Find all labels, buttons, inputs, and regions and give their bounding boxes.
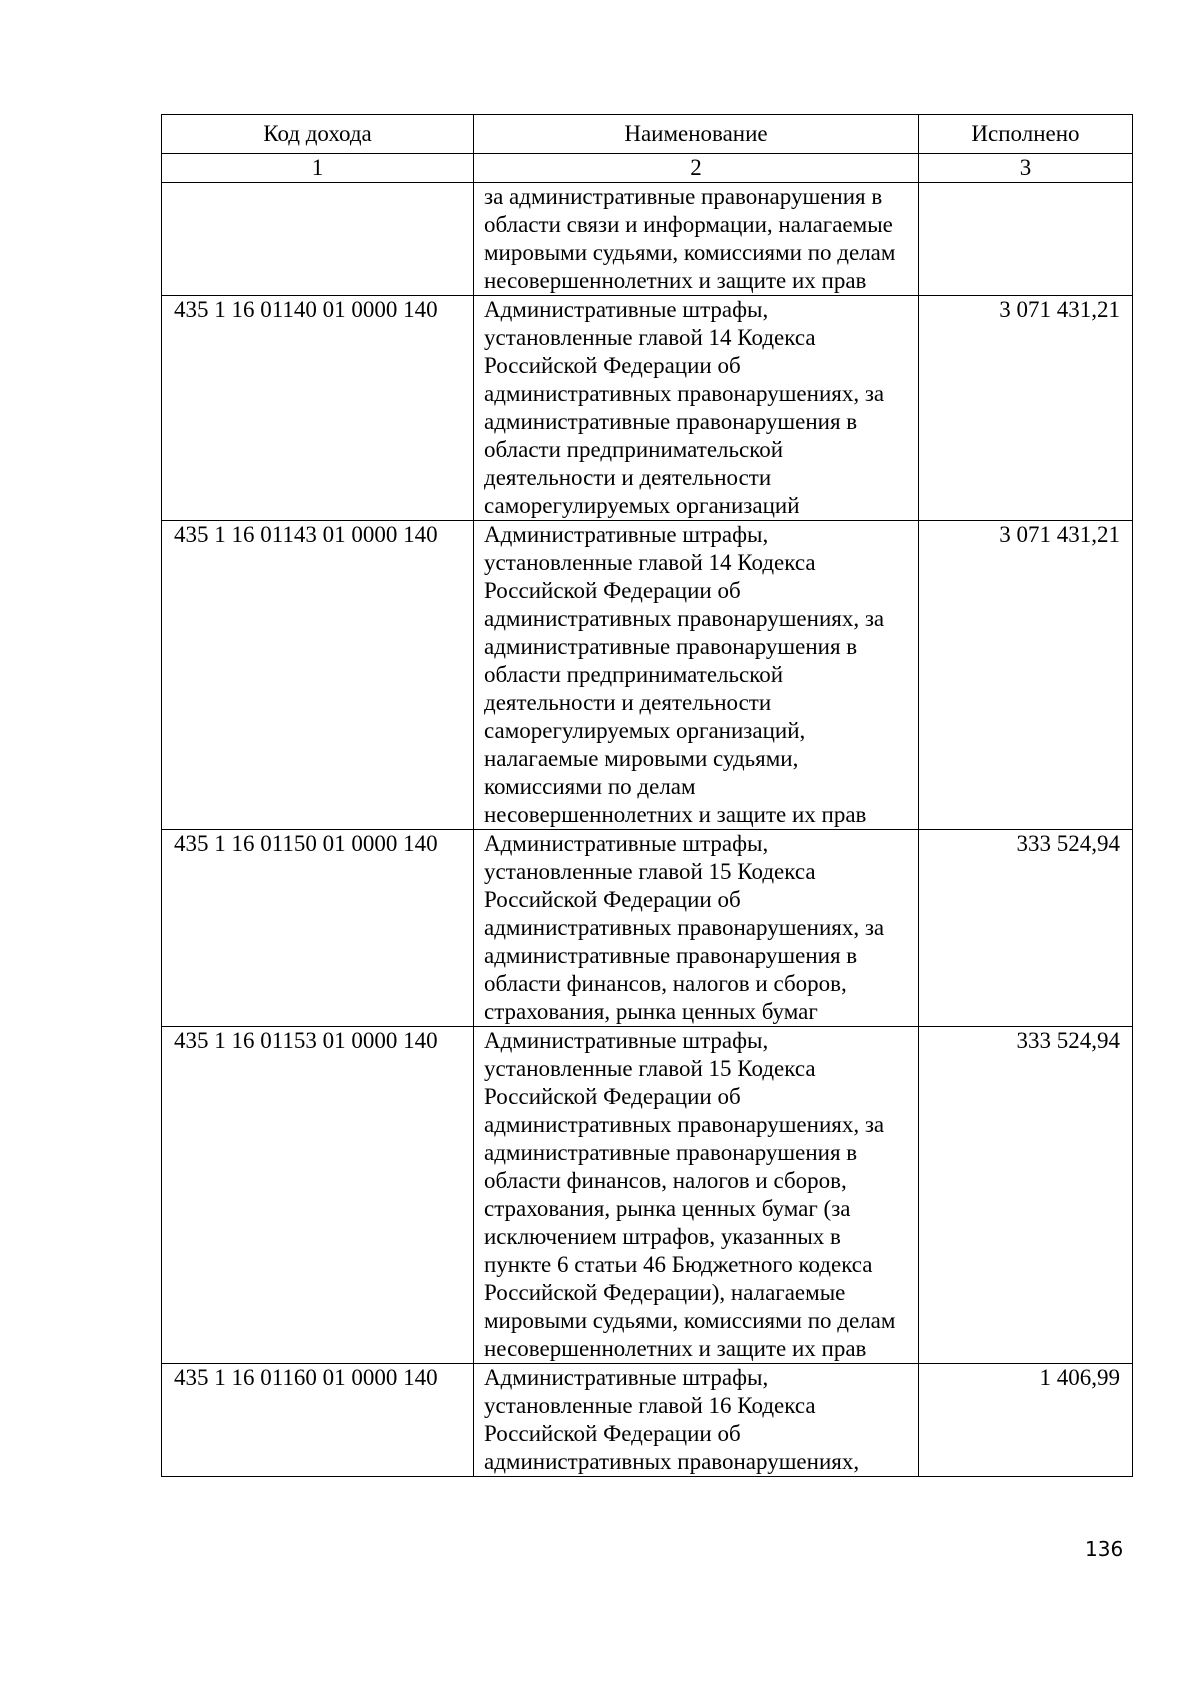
executed-amount-cell: 1 406,99 xyxy=(919,1364,1133,1477)
executed-amount-cell: 333 524,94 xyxy=(919,1027,1133,1364)
header-name: Наименование xyxy=(474,115,919,154)
column-number-row xyxy=(162,154,1133,183)
executed-amount-cell: 3 071 431,21 xyxy=(919,296,1133,521)
revenue-name-cell: Административные штрафы, установленные главой 16 Кодекса Российской Федерации об административных правонарушениях, xyxy=(474,1364,919,1477)
revenue-code-cell: 435 1 16 01153 01 0000 140 xyxy=(162,1027,474,1364)
table-row xyxy=(162,1364,1133,1477)
header-code: Код дохода xyxy=(162,115,474,154)
executed-amount-cell xyxy=(919,183,1133,296)
revenue-code-cell: 435 1 16 01160 01 0000 140 xyxy=(162,1364,474,1477)
revenue-code-cell: 435 1 16 01140 01 0000 140 xyxy=(162,296,474,521)
table-row xyxy=(162,296,1133,521)
table-row xyxy=(162,521,1133,830)
column-number-3: 3 xyxy=(919,154,1133,183)
revenue-code-cell: 435 1 16 01143 01 0000 140 xyxy=(162,521,474,830)
header-row xyxy=(162,115,1133,154)
table-row xyxy=(162,183,1133,296)
revenue-name-cell: Административные штрафы, установленные главой 15 Кодекса Российской Федерации об административных правонарушениях, за административные правонарушения в области финансов, налогов и сборов, страхования, рынка ценных бумаг (за исключением штрафов, указанных в пункте 6 статьи 46 Бюджетного кодекса Российской Федерации), налагаемые мировыми судьями, комиссиями по делам несовершеннолетних и защите их прав xyxy=(474,1027,919,1364)
column-number-2: 2 xyxy=(474,154,919,183)
executed-amount-cell: 3 071 431,21 xyxy=(919,521,1133,830)
revenue-table xyxy=(161,114,1133,1477)
table-row xyxy=(162,1027,1133,1364)
page-number: 136 xyxy=(1085,1537,1124,1561)
revenue-name-cell: за административные правонарушения в области связи и информации, налагаемые мировыми судьями, комиссиями по делам несовершеннолетних и защите их прав xyxy=(474,183,919,296)
executed-amount-cell: 333 524,94 xyxy=(919,830,1133,1027)
column-number-1: 1 xyxy=(162,154,474,183)
revenue-name-cell: Административные штрафы, установленные главой 14 Кодекса Российской Федерации об административных правонарушениях, за административные правонарушения в области предпринимательской деятельности и деятельности саморегулируемых организаций, налагаемые мировыми судьями, комиссиями по делам несовершеннолетних и защите их прав xyxy=(474,521,919,830)
revenue-code-cell xyxy=(162,183,474,296)
header-executed: Исполнено xyxy=(919,115,1133,154)
revenue-name-cell: Административные штрафы, установленные главой 15 Кодекса Российской Федерации об административных правонарушениях, за административные правонарушения в области финансов, налогов и сборов, страхования, рынка ценных бумаг xyxy=(474,830,919,1027)
table-row xyxy=(162,830,1133,1027)
revenue-code-cell: 435 1 16 01150 01 0000 140 xyxy=(162,830,474,1027)
revenue-name-cell: Административные штрафы, установленные главой 14 Кодекса Российской Федерации об административных правонарушениях, за административные правонарушения в области предпринимательской деятельности и деятельности саморегулируемых организаций xyxy=(474,296,919,521)
